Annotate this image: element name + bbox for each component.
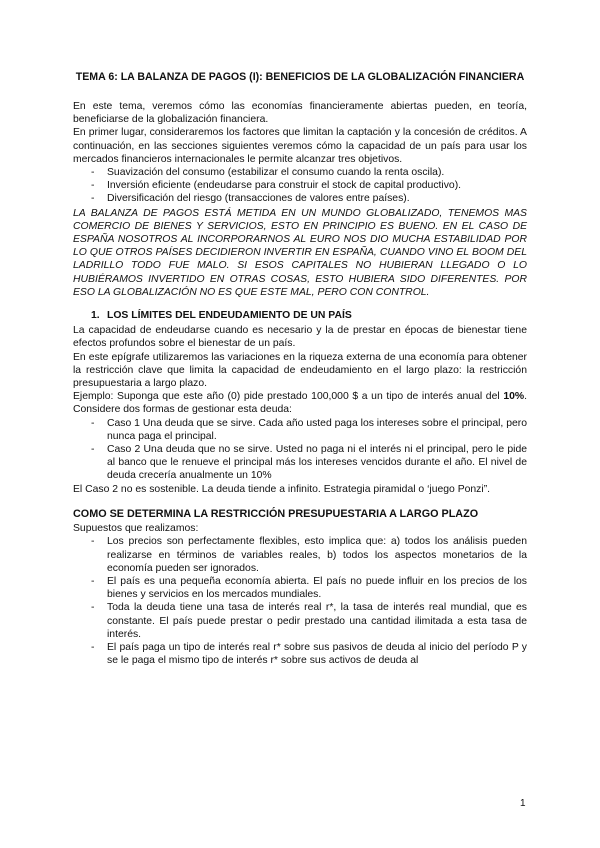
section-1-heading: [73, 309, 527, 322]
example-rate: 10%: [503, 391, 525, 403]
cases-list: [73, 417, 527, 483]
section-1-paragraph-2: En este epígrafe utilizaremos las variaciones en la riqueza externa de una economía para obtener la restricción clave que limita la capacidad de endeudamiento en el largo plazo: la restricción presupuestaria a largo plazo.: [73, 351, 527, 390]
list-item: - Suavización del consumo (estabilizar el consumo cuando la renta oscila).: [73, 166, 527, 179]
list-item: - Caso 2 Una deuda que no se sirve. Usted no paga ni el interés ni el principal, pero le pide al banco que le renueve el principal más los intereses vencidos durante el año. El nivel de deuda crecería anualmente un 10%: [73, 443, 527, 483]
document-title: TEMA 6: LA BALANZA DE PAGOS (I): BENEFICIOS DE LA GLOBALIZACIÓN FINANCIERA: [75, 71, 525, 83]
section-title: LOS LÍMITES DEL ENDEUDAMIENTO DE UN PAÍS: [107, 310, 352, 322]
list-item: - El país es una pequeña economía abierta. El país no puede influir en los precios de los bienes y servicios en los mercados mundiales.: [73, 575, 527, 601]
document-page: [73, 70, 527, 667]
section-1-paragraph-3: El Caso 2 no es sostenible. La deuda tiende a infinito. Estrategia piramidal o ‘juego Ponzi”.: [73, 483, 491, 495]
example-paragraph: [73, 390, 527, 416]
example-text-b: . Considere dos formas de gestionar esta deuda:: [73, 391, 527, 416]
list-item: - Los precios son perfectamente flexibles, esto implica que: a) todos los análisis pueden realizarse en términos de variables reales, b) todos los aspectos monetarios de la economía pueden ser ignorados.: [73, 535, 527, 575]
intro-paragraph-1: En este tema, veremos cómo las economías financieramente abiertas pueden, en teoría, beneficiarse de la globalización financiera.: [73, 101, 527, 126]
section-2-lead: Supuestos que realizamos:: [73, 523, 199, 535]
assumptions-list: [73, 535, 527, 667]
section-1-paragraph-1: La capacidad de endeudarse cuando es necesario y la de prestar en épocas de bienestar tiene efectos profundos sobre el bienestar de un país.: [73, 325, 527, 350]
list-item: - El país paga un tipo de interés real r* sobre sus pasivos de deuda al inicio del período P y se le paga el mismo tipo de interés r* sobre sus activos de deuda al: [73, 641, 527, 667]
intro-paragraph-2: En primer lugar, consideraremos los factores que limitan la captación y la concesión de créditos. A continuación, en las secciones siguientes veremos cómo la capacidad de un país para usar los mercados financieros internacionales le permite alcanzar tres objetivos.: [73, 127, 527, 165]
example-text-a: Ejemplo: Suponga que este año (0) pide prestado 100,000 $ a un tipo de interés anual del: [73, 391, 504, 403]
list-item: - Caso 1 Una deuda que se sirve. Cada año usted paga los intereses sobre el principal, pero nunca paga el principal.: [73, 417, 527, 443]
note-paragraph: LA BALANZA DE PAGOS ESTÁ METIDA EN UN MUNDO GLOBALIZADO, TENEMOS MAS COMERCIO DE BIENES Y SERVICIOS, ESTO EN PRINCIPIO ES BUENO. EN EL CASO DE ESPAÑA NOSOTROS AL INCORPORARNOS AL EURO NOS DIO MUCHA ESTABILIDAD POR LO QUE OTROS PAÍSES DECIDIERON INVERTIR EN ESPAÑA, CUANDO VINO EL BOOM DEL LADRILLO TODO FUE MALO. SI ESOS CAPITALES NO HUBIERAN LLEGADO O LO HUBIÉRAMOS INVERTIDO EN OTRAS COSAS, ESTO HUBIERA SIDO DIFERENTES. POR ESO LA GLOBALIZACIÓN NO ES QUE ESTE MAL, PERO CON CONTROL.: [73, 207, 527, 298]
page-number: 1: [520, 798, 526, 809]
objectives-list: [73, 166, 527, 206]
list-item: - Toda la deuda tiene una tasa de interés real r*, la tasa de interés real mundial, que es constante. El país puede prestar o pedir prestado una cantidad ilimitada a esta tasa de interés.: [73, 601, 527, 641]
list-item: - Inversión eficiente (endeudarse para construir el stock de capital productivo).: [73, 179, 527, 192]
section-number: 1.: [91, 310, 100, 322]
list-item: - Diversificación del riesgo (transacciones de valores entre países).: [73, 192, 527, 205]
section-2-heading: COMO SE DETERMINA LA RESTRICCIÓN PRESUPUESTARIA A LARGO PLAZO: [73, 507, 479, 520]
